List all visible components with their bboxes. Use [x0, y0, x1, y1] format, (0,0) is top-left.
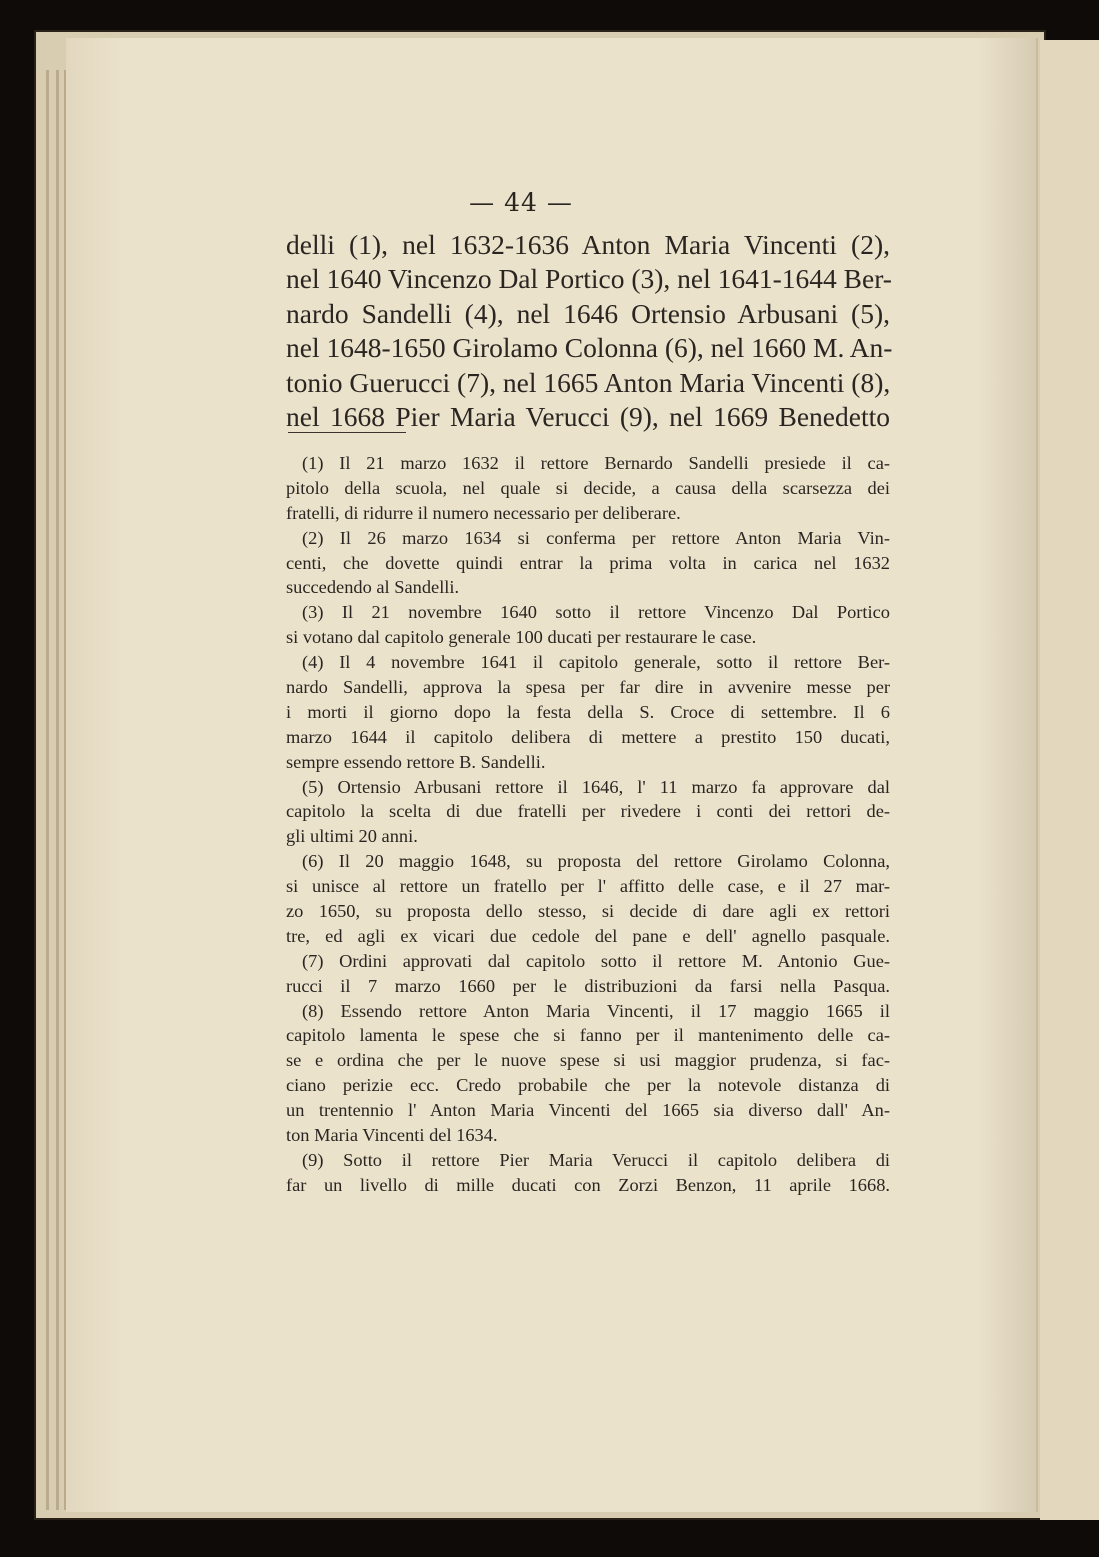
main-line: nardo Sandelli (4), nel 1646 Ortensio Arbusani (5),	[286, 297, 890, 329]
footnote-line: nardo Sandelli, approva la spesa per far dire in avvenire messe per	[286, 677, 890, 698]
footnote-line: (2) Il 26 marzo 1634 si conferma per rettore Anton Maria Vin-	[302, 527, 890, 548]
footnote-line: far un livello di mille ducati con Zorzi Benzon, 11 aprile 1668.	[286, 1174, 890, 1195]
book-page	[66, 38, 1038, 1512]
footnote-line: (3) Il 21 novembre 1640 sotto il rettore Vincenzo Dal Portico	[302, 602, 890, 623]
footnote-line: (7) Ordini approvati dal capitolo sotto il rettore M. Antonio Gue-	[302, 950, 890, 971]
page-edge	[46, 70, 49, 1510]
footnote-line: (4) Il 4 novembre 1641 il capitolo generale, sotto il rettore Ber-	[302, 652, 890, 673]
page-number: — 44 —	[469, 188, 573, 217]
footnotes	[286, 451, 890, 1198]
footnote-line: ton Maria Vincenti del 1634.	[286, 1125, 498, 1146]
footnote-line: fratelli, di ridurre il numero necessario per deliberare.	[286, 502, 681, 523]
footnote-line: un trentennio l' Anton Maria Vincenti del 1665 sia diverso dall' An-	[286, 1100, 890, 1121]
footnote-line: marzo 1644 il capitolo delibera di mettere a prestito 150 ducati,	[286, 726, 890, 747]
footnote-line: ciano perizie ecc. Credo probabile che per la notevole distanza di	[286, 1075, 890, 1096]
footnote-line: capitolo la scelta di due fratelli per rivedere i conti dei rettori de-	[286, 801, 890, 822]
footnote-line: (8) Essendo rettore Anton Maria Vincenti, il 17 maggio 1665 il	[302, 1000, 890, 1021]
footnote-line: (9) Sotto il rettore Pier Maria Verucci il capitolo delibera di	[302, 1149, 890, 1170]
footnote-separator	[288, 432, 406, 433]
main-text	[286, 228, 893, 434]
main-line: delli (1), nel 1632-1636 Anton Maria Vincenti (2),	[286, 229, 890, 260]
footnote-line: se e ordina che per le nuove spese si usi maggior prudenza, si fac-	[286, 1050, 890, 1071]
footnote-line: gli ultimi 20 anni.	[286, 826, 418, 847]
facing-page-edge	[1040, 40, 1099, 1520]
footnote-line: si unisce al rettore un fratello per l' affitto delle case, e il 27 mar-	[286, 876, 890, 897]
footnote-line: sempre essendo rettore B. Sandelli.	[286, 751, 546, 772]
footnote-line: si votano dal capitolo generale 100 ducati per restaurare le case.	[286, 627, 757, 648]
footnote-line: (6) Il 20 maggio 1648, su proposta del rettore Girolamo Colonna,	[302, 851, 890, 872]
page-edge	[56, 70, 59, 1510]
footnote-line: rucci il 7 marzo 1660 per le distribuzioni da farsi nella Pasqua.	[286, 975, 890, 996]
footnote-line: zo 1650, su proposta dello stesso, si decide di dare agli ex rettori	[286, 901, 890, 922]
footnote-line: (5) Ortensio Arbusani rettore il 1646, l' 11 marzo fa approvare dal	[302, 776, 890, 797]
main-line: tonio Guerucci (7), nel 1665 Anton Maria Vincenti (8),	[286, 366, 891, 398]
main-line: nel 1640 Vincenzo Dal Portico (3), nel 1641-1644 Ber-	[286, 263, 892, 295]
footnote-line: centi, che dovette quindi entrar la prima volta in carica nel 1632	[286, 552, 890, 573]
footnote-line: (1) Il 21 marzo 1632 il rettore Bernardo Sandelli presiede il ca-	[302, 453, 890, 473]
main-line: nel 1668 Pier Maria Verucci (9), nel 1669 Benedetto	[286, 401, 890, 433]
footnote-line: succedendo al Sandelli.	[286, 577, 460, 598]
footnote-line: tre, ed agli ex vicari due cedole del pane e dell' agnello pasquale.	[286, 925, 890, 946]
footnote-line: i morti il giorno dopo la festa della S. Croce di settembre. Il 6	[286, 701, 890, 722]
footnote-line: pitolo della scuola, nel quale si decide, a causa della scarsezza dei	[286, 477, 890, 498]
footnote-line: capitolo lamenta le spese che si fanno per il mantenimento delle ca-	[286, 1025, 890, 1046]
main-line: nel 1648-1650 Girolamo Colonna (6), nel 1660 M. An-	[286, 332, 893, 364]
